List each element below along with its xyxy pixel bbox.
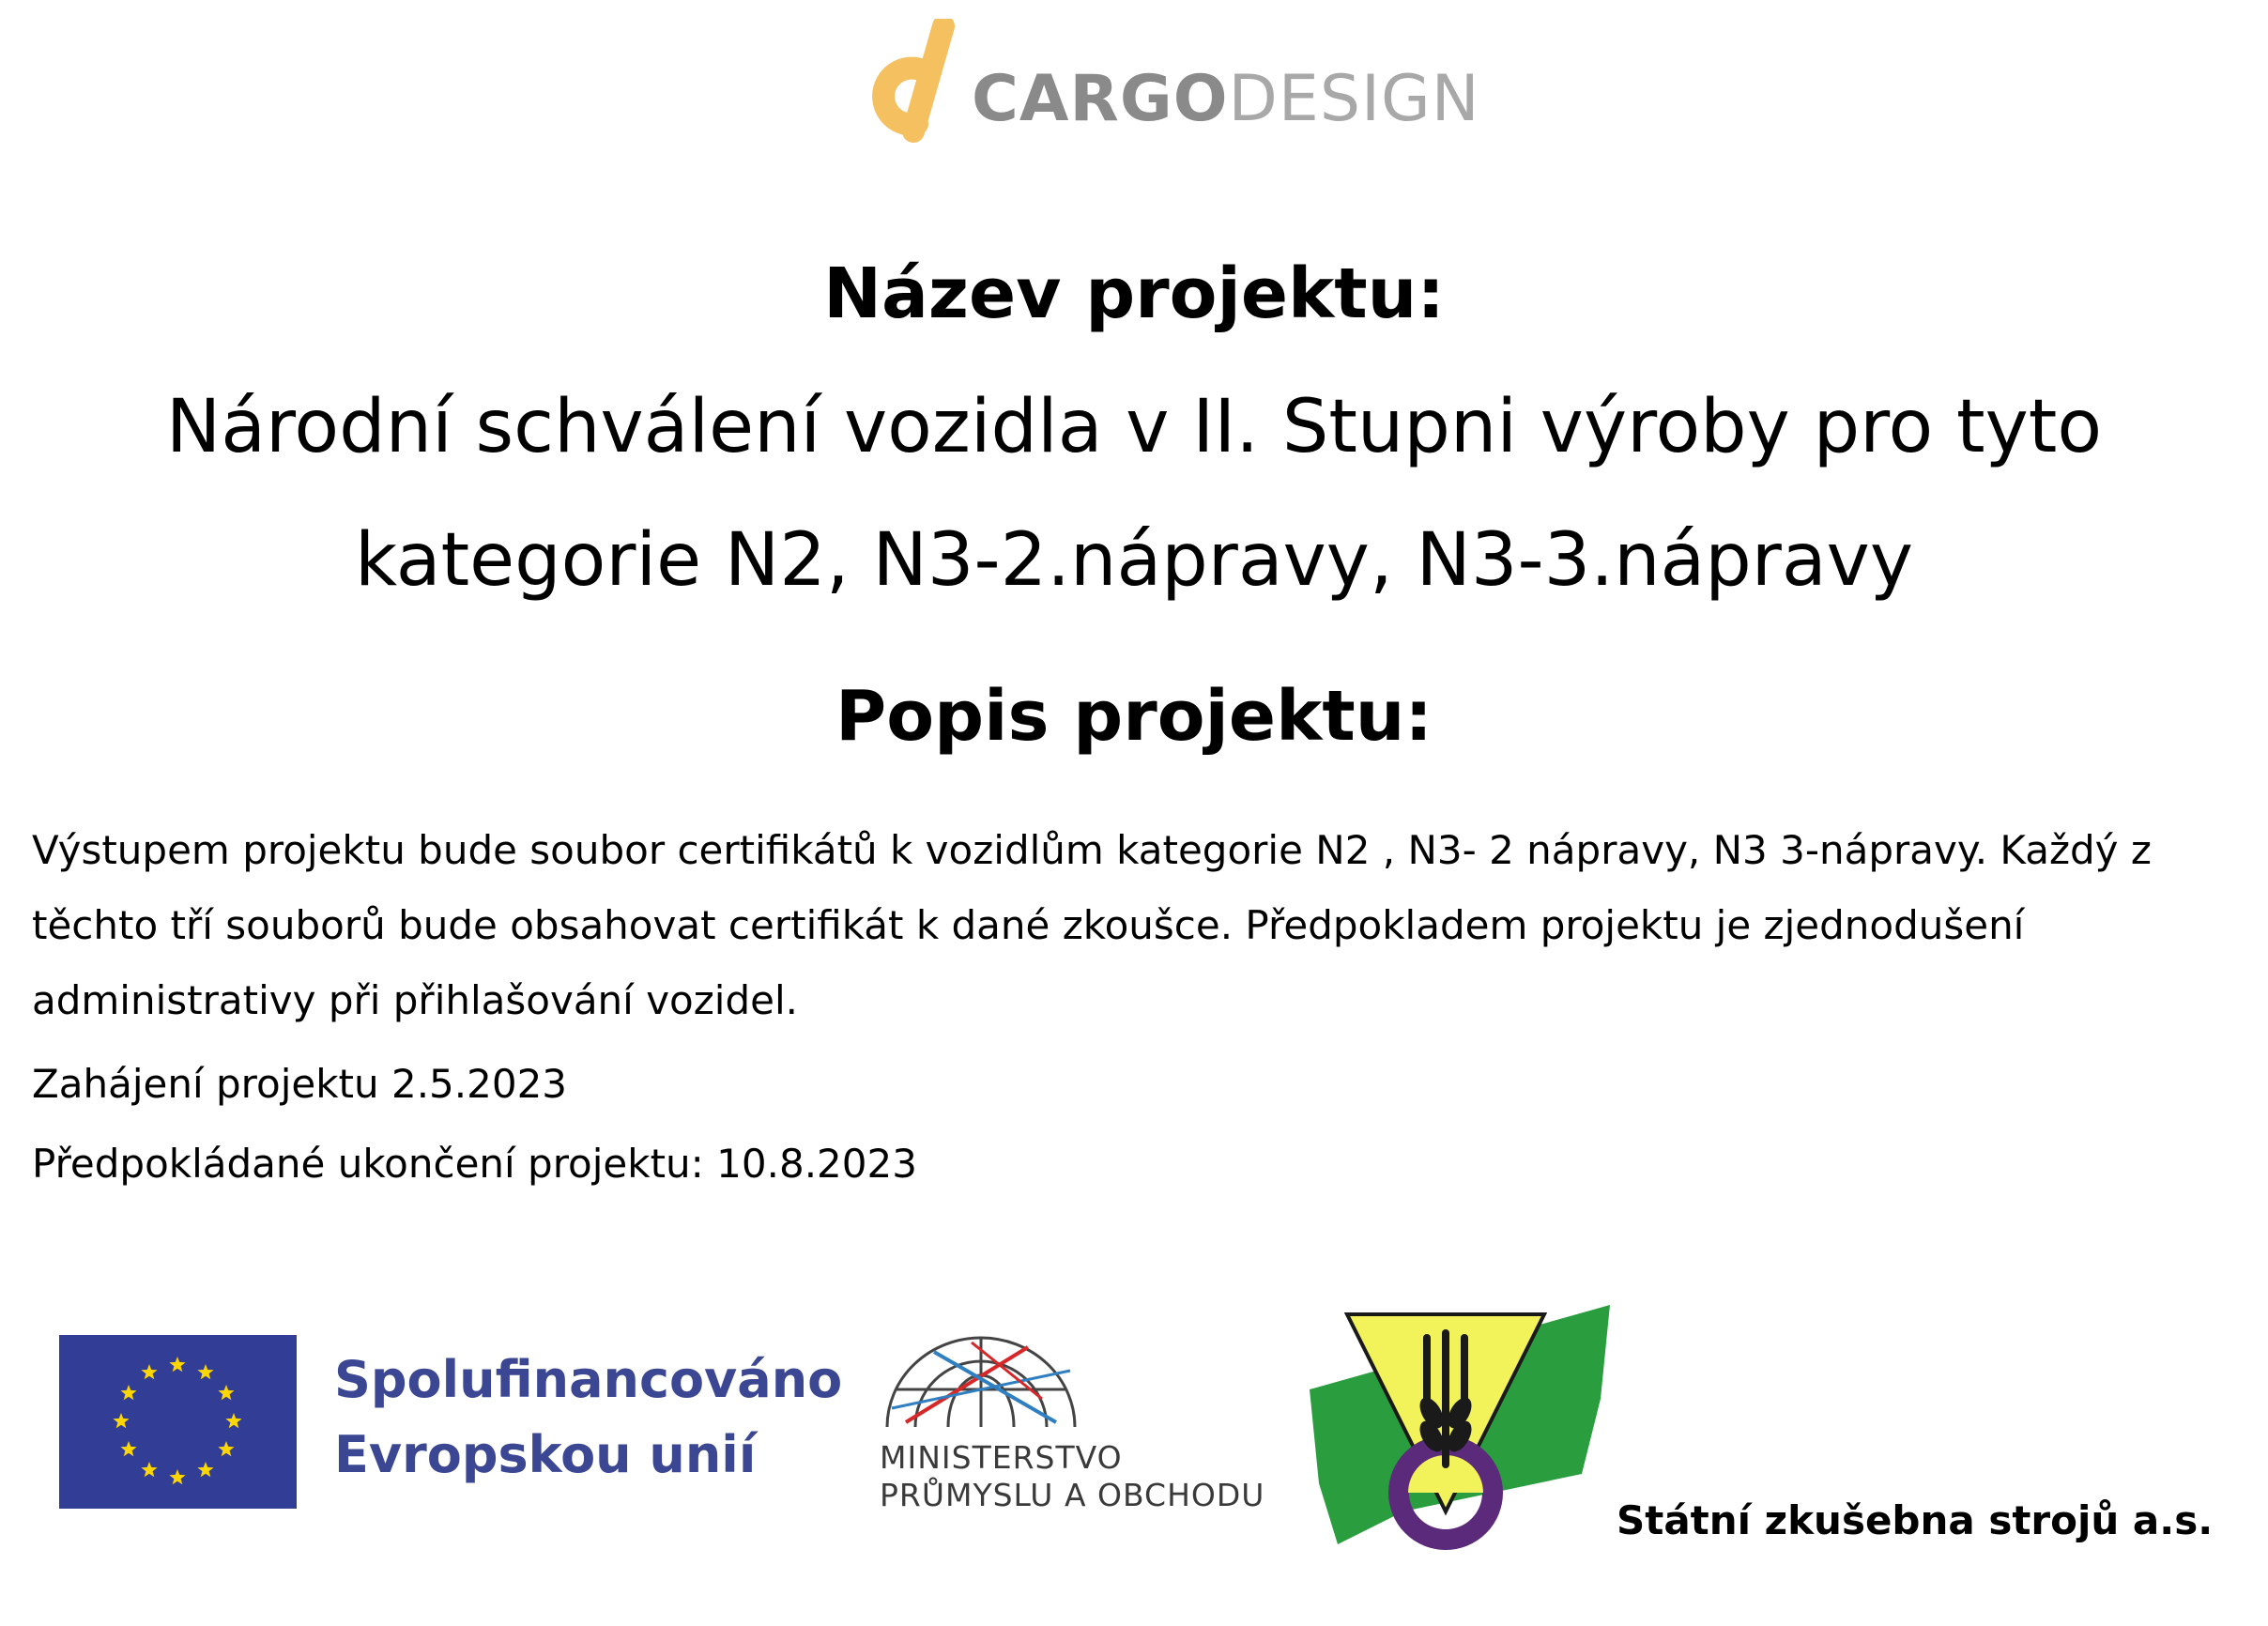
cargo-d-mark-icon (859, 19, 972, 150)
ministry-line1: MINISTERSTVO (880, 1439, 1123, 1476)
szs-company-name: Státní zkušebna strojů a.s. (1617, 1497, 2214, 1543)
eu-flag-icon (59, 1335, 297, 1509)
cargo-design-logo (859, 19, 1480, 150)
project-title-line2: kategorie N2, N3-2.nápravy, N3-3.nápravy (354, 518, 1913, 603)
cargo-design-wordmark (972, 62, 1480, 136)
project-end-date: Předpokládané ukončení projektu: 10.8.2023 (32, 1141, 917, 1187)
ministry-name (880, 1439, 1264, 1514)
eu-star-icon (169, 1469, 185, 1484)
eu-star-icon (197, 1364, 213, 1379)
eu-star-icon (218, 1441, 234, 1456)
eu-star-icon (218, 1385, 234, 1400)
project-title-label: Název projektu: (823, 253, 1445, 334)
eu-star-icon (141, 1364, 157, 1379)
ministry-line2: PRŮMYSLU A OBCHODU (880, 1477, 1265, 1513)
ministry-globe-icon (878, 1333, 1084, 1432)
logo-light-text: DESIGN (1228, 62, 1480, 136)
eu-cofinanced-text (334, 1342, 842, 1493)
eu-star-icon (113, 1413, 129, 1428)
eu-star-icon (225, 1413, 241, 1428)
project-title-line1: Národní schválení vozidla v II. Stupni výroby pro tyto (165, 385, 2103, 469)
eu-star-icon (121, 1441, 137, 1456)
eu-star-icon (169, 1357, 185, 1372)
eu-text-line1: Spolufinancováno (334, 1350, 843, 1409)
logo-bold-text: CARGO (972, 62, 1229, 136)
project-description: Výstupem projektu bude soubor certifikátů k vozidlům kategorie N2 , N3- 2 nápravy, N3 3-nápravy. Každý z těchto tří souborů bude obsahovat certifikát k dané zkoušce. Předpokladem projektu je zjednodušení administrativy při přihlašování vozidel. (32, 827, 2152, 1023)
eu-star-icon (197, 1462, 213, 1477)
eu-star-icon (121, 1385, 137, 1400)
eu-text-line2: Evropskou unií (334, 1425, 757, 1484)
project-description-label: Popis projektu: (835, 676, 1433, 757)
szs-emblem-icon (1300, 1296, 1610, 1558)
project-start-date: Zahájení projektu 2.5.2023 (32, 1061, 568, 1107)
eu-star-icon (141, 1462, 157, 1477)
